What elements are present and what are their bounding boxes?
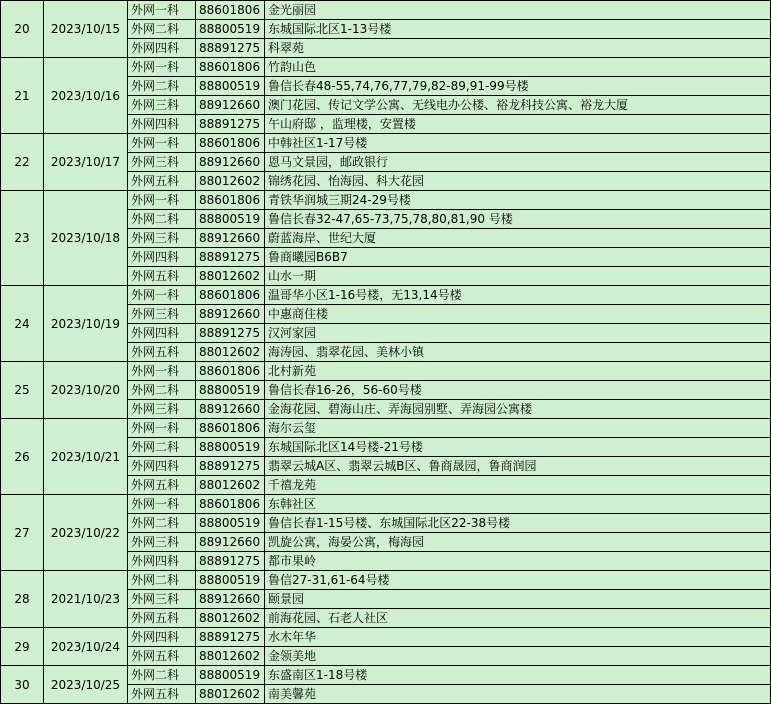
group-date: 2023/10/19: [44, 286, 128, 362]
address-cell: 鲁信长春48-55,74,76,77,79,82-89,91-99号楼: [265, 77, 771, 96]
phone-cell: 88800519: [196, 571, 265, 590]
address-cell: 竹韵山色: [265, 58, 771, 77]
phone-cell: 88800519: [196, 20, 265, 39]
department-cell: 外网一科: [128, 362, 196, 381]
phone-cell: 88912660: [196, 229, 265, 248]
department-cell: 外网四科: [128, 457, 196, 476]
department-cell: 外网二科: [128, 514, 196, 533]
address-cell: 蔚蓝海岸、世纪大厦: [265, 229, 771, 248]
group-date: 2023/10/25: [44, 666, 128, 704]
group-number: 25: [1, 362, 44, 419]
address-cell: 澳门花园、传记文学公寓、无线电办公楼、裕龙科技公寓、裕龙大厦: [265, 96, 771, 115]
department-cell: 外网三科: [128, 533, 196, 552]
address-cell: 凯旋公寓，海晏公寓，梅海园: [265, 533, 771, 552]
department-cell: 外网四科: [128, 248, 196, 267]
phone-cell: 88800519: [196, 210, 265, 229]
phone-cell: 88800519: [196, 381, 265, 400]
department-cell: 外网四科: [128, 628, 196, 647]
department-cell: 外网三科: [128, 590, 196, 609]
address-cell: 前海花园、石老人社区: [265, 609, 771, 628]
department-cell: 外网五科: [128, 343, 196, 362]
address-cell: 水木年华: [265, 628, 771, 647]
table-row: [1, 362, 771, 381]
address-cell: 千禧龙苑: [265, 476, 771, 495]
address-cell: 午山府邸 ，监理楼，安置楼: [265, 115, 771, 134]
address-cell: 青铁华润城三期24-29号楼: [265, 191, 771, 210]
department-cell: 外网三科: [128, 153, 196, 172]
group-date: 2023/10/18: [44, 191, 128, 286]
group-number: 26: [1, 419, 44, 495]
department-cell: 外网二科: [128, 571, 196, 590]
department-cell: 外网一科: [128, 134, 196, 153]
department-cell: 外网一科: [128, 495, 196, 514]
department-cell: 外网一科: [128, 1, 196, 20]
phone-cell: 88800519: [196, 77, 265, 96]
department-cell: 外网五科: [128, 476, 196, 495]
phone-cell: 88012602: [196, 172, 265, 191]
address-cell: 鲁信27-31,61-64号楼: [265, 571, 771, 590]
address-cell: 山水一期: [265, 267, 771, 286]
address-cell: 都市果岭: [265, 552, 771, 571]
phone-cell: 88912660: [196, 400, 265, 419]
address-cell: 东韩社区: [265, 495, 771, 514]
department-cell: 外网二科: [128, 438, 196, 457]
group-date: 2023/10/15: [44, 1, 128, 58]
address-cell: 海尔云玺: [265, 419, 771, 438]
address-cell: 东城国际北区14号楼-21号楼: [265, 438, 771, 457]
phone-cell: 88601806: [196, 419, 265, 438]
group-number: 22: [1, 134, 44, 191]
department-cell: 外网二科: [128, 381, 196, 400]
phone-cell: 88891275: [196, 115, 265, 134]
address-cell: 汉河家园: [265, 324, 771, 343]
department-cell: 外网五科: [128, 609, 196, 628]
table-row: [1, 1, 771, 20]
phone-cell: 88601806: [196, 362, 265, 381]
address-cell: 科翠苑: [265, 39, 771, 58]
address-cell: 金光丽园: [265, 1, 771, 20]
table-row: [1, 191, 771, 210]
phone-cell: 88912660: [196, 533, 265, 552]
address-cell: 海涛园、翡翠花园、美林小镇: [265, 343, 771, 362]
phone-cell: 88601806: [196, 1, 265, 20]
group-date: 2023/10/21: [44, 419, 128, 495]
phone-cell: 88012602: [196, 267, 265, 286]
group-date: 2023/10/17: [44, 134, 128, 191]
department-cell: 外网一科: [128, 419, 196, 438]
department-cell: 外网三科: [128, 305, 196, 324]
phone-cell: 88891275: [196, 324, 265, 343]
group-date: 2023/10/24: [44, 628, 128, 666]
address-cell: 金领美地: [265, 647, 771, 666]
department-cell: 外网四科: [128, 324, 196, 343]
address-cell: 中韩社区1-17号楼: [265, 134, 771, 153]
department-cell: 外网五科: [128, 267, 196, 286]
schedule-body: [1, 1, 771, 704]
department-cell: 外网四科: [128, 552, 196, 571]
address-cell: 北村新苑: [265, 362, 771, 381]
phone-cell: 88891275: [196, 457, 265, 476]
table-row: [1, 495, 771, 514]
phone-cell: 88891275: [196, 628, 265, 647]
phone-cell: 88912660: [196, 305, 265, 324]
department-cell: 外网五科: [128, 647, 196, 666]
department-cell: 外网三科: [128, 96, 196, 115]
address-cell: 鲁信长春1-15号楼、东城国际北区22-38号楼: [265, 514, 771, 533]
phone-cell: 88891275: [196, 552, 265, 571]
department-cell: 外网五科: [128, 172, 196, 191]
phone-cell: 88601806: [196, 134, 265, 153]
department-cell: 外网五科: [128, 685, 196, 704]
department-cell: 外网二科: [128, 20, 196, 39]
group-date: 2021/10/23: [44, 571, 128, 628]
phone-cell: 88601806: [196, 286, 265, 305]
address-cell: 翡翠云城A区、翡翠云城B区、鲁商晟园，鲁商润园: [265, 457, 771, 476]
phone-cell: 88912660: [196, 153, 265, 172]
table-row: [1, 666, 771, 685]
group-date: 2023/10/20: [44, 362, 128, 419]
group-number: 30: [1, 666, 44, 704]
phone-cell: 88891275: [196, 248, 265, 267]
address-cell: 鲁商曦园B6B7: [265, 248, 771, 267]
department-cell: 外网一科: [128, 286, 196, 305]
group-number: 23: [1, 191, 44, 286]
phone-cell: 88912660: [196, 96, 265, 115]
department-cell: 外网三科: [128, 400, 196, 419]
phone-cell: 88601806: [196, 495, 265, 514]
table-row: [1, 628, 771, 647]
department-cell: 外网二科: [128, 77, 196, 96]
phone-cell: 88601806: [196, 191, 265, 210]
group-number: 20: [1, 1, 44, 58]
table-row: [1, 286, 771, 305]
address-cell: 东盛南区1-18号楼: [265, 666, 771, 685]
phone-cell: 88891275: [196, 39, 265, 58]
table-row: [1, 419, 771, 438]
phone-cell: 88601806: [196, 58, 265, 77]
phone-cell: 88800519: [196, 438, 265, 457]
group-number: 28: [1, 571, 44, 628]
table-row: [1, 58, 771, 77]
address-cell: 锦绣花园、怡海园、科大花园: [265, 172, 771, 191]
phone-cell: 88012602: [196, 685, 265, 704]
department-cell: 外网一科: [128, 58, 196, 77]
group-date: 2023/10/22: [44, 495, 128, 571]
group-number: 27: [1, 495, 44, 571]
phone-cell: 88800519: [196, 666, 265, 685]
group-number: 21: [1, 58, 44, 134]
phone-cell: 88800519: [196, 514, 265, 533]
department-cell: 外网二科: [128, 210, 196, 229]
address-cell: 南美馨苑: [265, 685, 771, 704]
department-cell: 外网二科: [128, 666, 196, 685]
phone-cell: 88912660: [196, 590, 265, 609]
phone-cell: 88012602: [196, 609, 265, 628]
phone-cell: 88012602: [196, 647, 265, 666]
group-number: 29: [1, 628, 44, 666]
table-row: [1, 134, 771, 153]
department-cell: 外网一科: [128, 191, 196, 210]
address-cell: 东城国际北区1-13号楼: [265, 20, 771, 39]
group-date: 2023/10/16: [44, 58, 128, 134]
group-number: 24: [1, 286, 44, 362]
address-cell: 颐景园: [265, 590, 771, 609]
address-cell: 鲁信长春32-47,65-73,75,78,80,81,90 号楼: [265, 210, 771, 229]
phone-cell: 88012602: [196, 476, 265, 495]
address-cell: 鲁信长春16-26，56-60号楼: [265, 381, 771, 400]
address-cell: 恩马文景园，邮政银行: [265, 153, 771, 172]
phone-cell: 88012602: [196, 343, 265, 362]
address-cell: 温哥华小区1-16号楼，无13,14号楼: [265, 286, 771, 305]
address-cell: 金海花园、碧海山庄、弄海园别墅、弄海园公寓楼: [265, 400, 771, 419]
address-cell: 中惠商住楼: [265, 305, 771, 324]
department-cell: 外网四科: [128, 39, 196, 58]
department-cell: 外网四科: [128, 115, 196, 134]
department-cell: 外网三科: [128, 229, 196, 248]
table-row: [1, 571, 771, 590]
